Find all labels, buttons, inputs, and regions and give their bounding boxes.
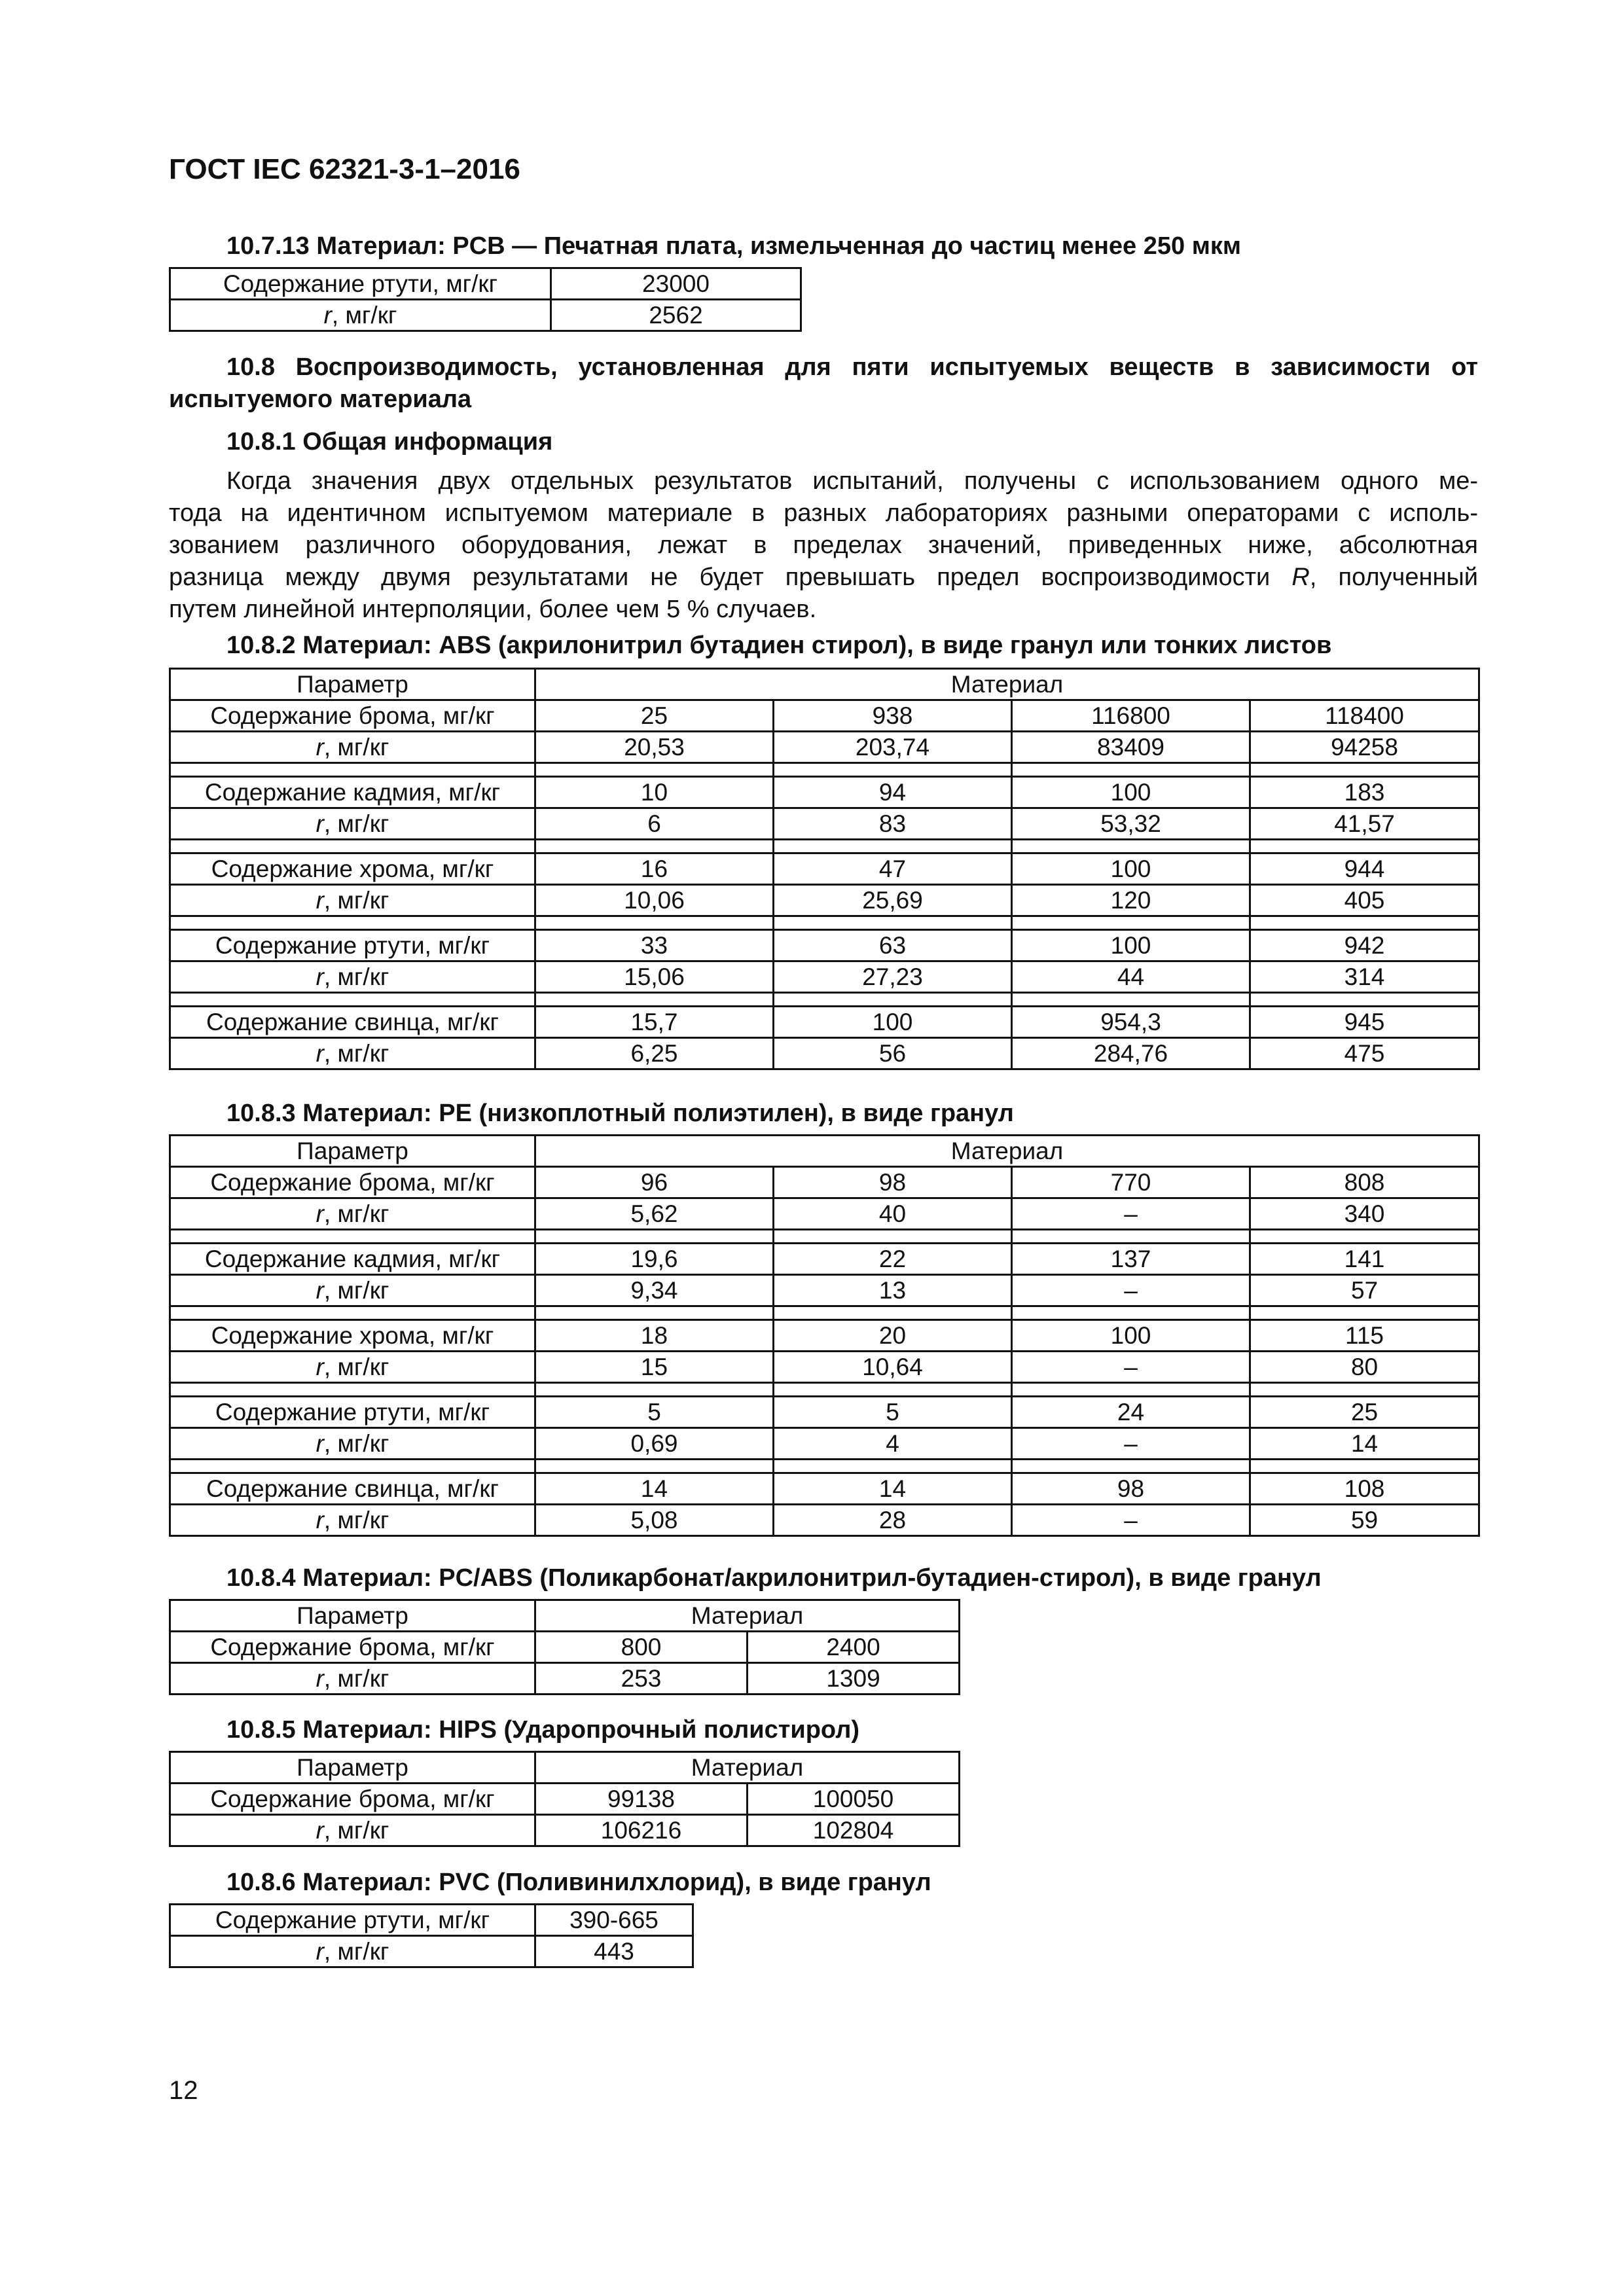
value-cell: 20,53 (535, 732, 774, 763)
value-cell: 954,3 (1012, 1007, 1250, 1038)
value-cell: 14 (535, 1473, 774, 1505)
row-label-cell: Содержание хрома, мг/кг (170, 853, 535, 885)
row-label-cell: r, мг/кг (170, 300, 551, 331)
paragraph-line: тода на идентичном испытуемом материале в разных лабораториях разными операторами с исполь- (169, 499, 1478, 527)
spacer-cell (774, 1306, 1012, 1320)
spacer-cell (535, 1460, 774, 1473)
table-row (170, 777, 1479, 808)
row-label-cell: r, мг/кг (170, 732, 535, 763)
value-cell: 253 (535, 1663, 748, 1695)
heading-10-7-13: 10.7.13 Материал: PCB — Печатная плата, измельченная до частиц менее 250 мкм (226, 232, 1241, 260)
value-cell: 14 (774, 1473, 1012, 1505)
row-label-cell: Содержание хрома, мг/кг (170, 1320, 535, 1352)
column-header-material: Материал (535, 1136, 1479, 1167)
table-row (170, 700, 1479, 732)
value-cell: 0,69 (535, 1428, 774, 1460)
value-cell: 9,34 (535, 1275, 774, 1306)
table-spacer-row (170, 1306, 1479, 1320)
table-spacer-row (170, 840, 1479, 853)
value-cell: 13 (774, 1275, 1012, 1306)
table-10-8-3 (169, 1134, 1480, 1537)
row-label-cell: Содержание ртути, мг/кг (170, 1905, 535, 1936)
spacer-cell (170, 763, 535, 777)
value-cell: 6,25 (535, 1038, 774, 1069)
table-row (170, 268, 801, 300)
value-cell: 100 (1012, 1320, 1250, 1352)
spacer-cell (170, 1306, 535, 1320)
value-cell: 53,32 (1012, 808, 1250, 840)
value-cell: 183 (1250, 777, 1479, 808)
value-cell: 5,08 (535, 1505, 774, 1536)
row-label-cell: Содержание ртути, мг/кг (170, 1397, 535, 1428)
table-spacer-row (170, 993, 1479, 1007)
table-row (170, 1320, 1479, 1352)
value-cell: 100050 (748, 1784, 960, 1815)
spacer-cell (1250, 840, 1479, 853)
table-row (170, 808, 1479, 840)
value-cell: 16 (535, 853, 774, 885)
value-cell: 15,7 (535, 1007, 774, 1038)
spacer-cell (535, 1383, 774, 1397)
spacer-cell (1012, 840, 1250, 853)
table-row (170, 1352, 1479, 1383)
value-cell: 115 (1250, 1320, 1479, 1352)
table-10-8-6 (169, 1903, 694, 1968)
value-cell: 83409 (1012, 732, 1250, 763)
value-cell: 94258 (1250, 732, 1479, 763)
spacer-cell (535, 993, 774, 1007)
value-cell: 5 (535, 1397, 774, 1428)
value-cell: 203,74 (774, 732, 1012, 763)
value-cell: 100 (1012, 853, 1250, 885)
value-cell: 4 (774, 1428, 1012, 1460)
row-label-cell: r, мг/кг (170, 808, 535, 840)
row-label-cell: Содержание свинца, мг/кг (170, 1473, 535, 1505)
value-cell: 59 (1250, 1505, 1479, 1536)
value-cell: 141 (1250, 1244, 1479, 1275)
heading-10-8-1: 10.8.1 Общая информация (226, 428, 553, 456)
value-cell: 63 (774, 930, 1012, 961)
spacer-cell (1012, 763, 1250, 777)
column-header-parameter: Параметр (170, 1136, 535, 1167)
value-cell: 83 (774, 808, 1012, 840)
spacer-cell (1250, 916, 1479, 930)
value-cell: 18 (535, 1320, 774, 1352)
row-label-cell: r, мг/кг (170, 1428, 535, 1460)
table-header-row (170, 1136, 1479, 1167)
value-cell: 942 (1250, 930, 1479, 961)
value-cell: 24 (1012, 1397, 1250, 1428)
row-label-cell: Содержание брома, мг/кг (170, 1632, 535, 1663)
value-cell: 1309 (748, 1663, 960, 1695)
table-10-7-13 (169, 267, 802, 332)
spacer-cell (774, 916, 1012, 930)
value-cell: 80 (1250, 1352, 1479, 1383)
value-cell: 41,57 (1250, 808, 1479, 840)
table-row (170, 853, 1479, 885)
value-cell: 6 (535, 808, 774, 840)
table-header-row (170, 1600, 960, 1632)
table-row (170, 1038, 1479, 1069)
paragraph-line: разница между двумя результатами не будет превышать предел воспроизводимости R, полученный (169, 564, 1478, 591)
value-cell: 10,64 (774, 1352, 1012, 1383)
heading-10-8-3: 10.8.3 Материал: PE (низкоплотный полиэтилен), в виде гранул (226, 1100, 1014, 1127)
spacer-cell (535, 840, 774, 853)
value-cell: 118400 (1250, 700, 1479, 732)
value-cell: 57 (1250, 1275, 1479, 1306)
value-cell: – (1012, 1505, 1250, 1536)
table-spacer-row (170, 1383, 1479, 1397)
row-label-cell: Содержание свинца, мг/кг (170, 1007, 535, 1038)
spacer-cell (774, 1460, 1012, 1473)
value-cell: – (1012, 1428, 1250, 1460)
column-header-parameter: Параметр (170, 669, 535, 700)
spacer-cell (1250, 1306, 1479, 1320)
spacer-cell (1012, 916, 1250, 930)
value-cell: 10 (535, 777, 774, 808)
spacer-cell (1250, 1460, 1479, 1473)
table-row (170, 1007, 1479, 1038)
row-label-cell: r, мг/кг (170, 961, 535, 993)
table-spacer-row (170, 1230, 1479, 1244)
value-cell: 23000 (551, 268, 801, 300)
value-cell: 19,6 (535, 1244, 774, 1275)
value-cell: 100 (1012, 930, 1250, 961)
value-cell: 770 (1012, 1167, 1250, 1198)
heading-10-8-6: 10.8.6 Материал: PVC (Поливинилхлорид), в виде гранул (226, 1869, 931, 1896)
column-header-material: Материал (535, 1752, 960, 1784)
spacer-cell (774, 1383, 1012, 1397)
value-cell: – (1012, 1198, 1250, 1230)
spacer-cell (1250, 993, 1479, 1007)
table-row (170, 1167, 1479, 1198)
table-row (170, 1244, 1479, 1275)
spacer-cell (170, 993, 535, 1007)
value-cell: 284,76 (1012, 1038, 1250, 1069)
heading-10-8: 10.8 Воспроизводимость, установленная для пяти испытуемых веществ в зависимости от испытуемого материала (169, 353, 1478, 413)
value-cell: 25 (1250, 1397, 1479, 1428)
value-cell: 96 (535, 1167, 774, 1198)
heading-10-8-4: 10.8.4 Материал: PC/ABS (Поликарбонат/акрилонитрил-бутадиен-стирол), в виде гранул (226, 1564, 1322, 1592)
column-header-material: Материал (535, 669, 1479, 700)
table-row (170, 961, 1479, 993)
value-cell: 808 (1250, 1167, 1479, 1198)
row-label-cell: Содержание брома, мг/кг (170, 700, 535, 732)
value-cell: 98 (1012, 1473, 1250, 1505)
spacer-cell (1012, 1460, 1250, 1473)
heading-10-8-2: 10.8.2 Материал: ABS (акрилонитрил бутадиен стирол), в виде гранул или тонких листов (226, 632, 1332, 659)
spacer-cell (170, 840, 535, 853)
value-cell: 25 (535, 700, 774, 732)
spacer-cell (774, 840, 1012, 853)
value-cell: 100 (1012, 777, 1250, 808)
table-row (170, 1198, 1479, 1230)
value-cell: 15 (535, 1352, 774, 1383)
table-10-8-5 (169, 1751, 960, 1847)
row-label-cell: Содержание брома, мг/кг (170, 1167, 535, 1198)
value-cell: 44 (1012, 961, 1250, 993)
paragraph-line: Когда значения двух отдельных результатов испытаний, получены с использованием одного ме- (226, 467, 1478, 495)
row-label-cell: r, мг/кг (170, 1198, 535, 1230)
table-10-8-2 (169, 668, 1480, 1070)
spacer-cell (170, 1460, 535, 1473)
spacer-cell (774, 1230, 1012, 1244)
table-row (170, 300, 801, 331)
spacer-cell (774, 993, 1012, 1007)
spacer-cell (535, 1230, 774, 1244)
column-header-material: Материал (535, 1600, 960, 1632)
row-label-cell: r, мг/кг (170, 1815, 535, 1846)
row-label-cell: r, мг/кг (170, 1275, 535, 1306)
heading-10-8-5: 10.8.5 Материал: HIPS (Ударопрочный полистирол) (226, 1716, 859, 1744)
table-10-8-4 (169, 1599, 960, 1695)
value-cell: – (1012, 1352, 1250, 1383)
document-header: ГОСТ IEC 62321-3-1–2016 (169, 153, 520, 185)
spacer-cell (1250, 1383, 1479, 1397)
value-cell: 405 (1250, 885, 1479, 916)
row-label-cell: r, мг/кг (170, 1038, 535, 1069)
value-cell: 390-665 (535, 1905, 693, 1936)
value-cell: 22 (774, 1244, 1012, 1275)
value-cell: 5,62 (535, 1198, 774, 1230)
spacer-cell (774, 763, 1012, 777)
value-cell: 20 (774, 1320, 1012, 1352)
value-cell: 938 (774, 700, 1012, 732)
spacer-cell (535, 916, 774, 930)
table-header-row (170, 1752, 960, 1784)
paragraph-10-8-1 (169, 465, 1478, 626)
spacer-cell (535, 1306, 774, 1320)
value-cell: 944 (1250, 853, 1479, 885)
page-number: 12 (169, 2076, 198, 2105)
table-row (170, 1663, 960, 1695)
paragraph-line: зованием различного оборудования, лежат в пределах значений, приведенных ниже, абсолютная (169, 531, 1478, 559)
value-cell: 2400 (748, 1632, 960, 1663)
value-cell: 33 (535, 930, 774, 961)
value-cell: 10,06 (535, 885, 774, 916)
table-row (170, 930, 1479, 961)
row-label-cell: r, мг/кг (170, 1663, 535, 1695)
table-spacer-row (170, 1460, 1479, 1473)
value-cell: 108 (1250, 1473, 1479, 1505)
table-row (170, 1473, 1479, 1505)
table-header-row (170, 669, 1479, 700)
table-row (170, 1397, 1479, 1428)
row-label-cell: r, мг/кг (170, 1936, 535, 1967)
value-cell: 14 (1250, 1428, 1479, 1460)
value-cell: 27,23 (774, 961, 1012, 993)
value-cell: 102804 (748, 1815, 960, 1846)
value-cell: 475 (1250, 1038, 1479, 1069)
value-cell: 100 (774, 1007, 1012, 1038)
value-cell: 98 (774, 1167, 1012, 1198)
table-row (170, 1936, 693, 1967)
row-label-cell: r, мг/кг (170, 1352, 535, 1383)
table-row (170, 1905, 693, 1936)
table-row (170, 1815, 960, 1846)
table-row (170, 1275, 1479, 1306)
row-label-cell: Содержание кадмия, мг/кг (170, 777, 535, 808)
value-cell: 94 (774, 777, 1012, 808)
table-row (170, 1784, 960, 1815)
row-label-cell: Содержание брома, мг/кг (170, 1784, 535, 1815)
table-row (170, 1632, 960, 1663)
spacer-cell (1250, 763, 1479, 777)
value-cell: 443 (535, 1936, 693, 1967)
value-cell: 25,69 (774, 885, 1012, 916)
value-cell: 106216 (535, 1815, 748, 1846)
row-label-cell: Содержание ртути, мг/кг (170, 268, 551, 300)
spacer-cell (1012, 1230, 1250, 1244)
value-cell: 2562 (551, 300, 801, 331)
value-cell: 5 (774, 1397, 1012, 1428)
spacer-cell (1012, 993, 1250, 1007)
spacer-cell (170, 1383, 535, 1397)
column-header-parameter: Параметр (170, 1600, 535, 1632)
table-spacer-row (170, 763, 1479, 777)
table-row (170, 885, 1479, 916)
value-cell: 137 (1012, 1244, 1250, 1275)
value-cell: 40 (774, 1198, 1012, 1230)
row-label-cell: Содержание ртути, мг/кг (170, 930, 535, 961)
row-label-cell: r, мг/кг (170, 885, 535, 916)
spacer-cell (170, 1230, 535, 1244)
spacer-cell (170, 916, 535, 930)
spacer-cell (1012, 1306, 1250, 1320)
value-cell: – (1012, 1275, 1250, 1306)
spacer-cell (1250, 1230, 1479, 1244)
value-cell: 28 (774, 1505, 1012, 1536)
value-cell: 945 (1250, 1007, 1479, 1038)
paragraph-line: путем линейной интерполяции, более чем 5 % случаев. (169, 596, 817, 623)
value-cell: 56 (774, 1038, 1012, 1069)
column-header-parameter: Параметр (170, 1752, 535, 1784)
table-row (170, 732, 1479, 763)
spacer-cell (535, 763, 774, 777)
table-spacer-row (170, 916, 1479, 930)
row-label-cell: r, мг/кг (170, 1505, 535, 1536)
table-row (170, 1428, 1479, 1460)
value-cell: 15,06 (535, 961, 774, 993)
table-row (170, 1505, 1479, 1536)
value-cell: 120 (1012, 885, 1250, 916)
value-cell: 800 (535, 1632, 748, 1663)
row-label-cell: Содержание кадмия, мг/кг (170, 1244, 535, 1275)
value-cell: 99138 (535, 1784, 748, 1815)
value-cell: 116800 (1012, 700, 1250, 732)
value-cell: 47 (774, 853, 1012, 885)
value-cell: 340 (1250, 1198, 1479, 1230)
spacer-cell (1012, 1383, 1250, 1397)
value-cell: 314 (1250, 961, 1479, 993)
